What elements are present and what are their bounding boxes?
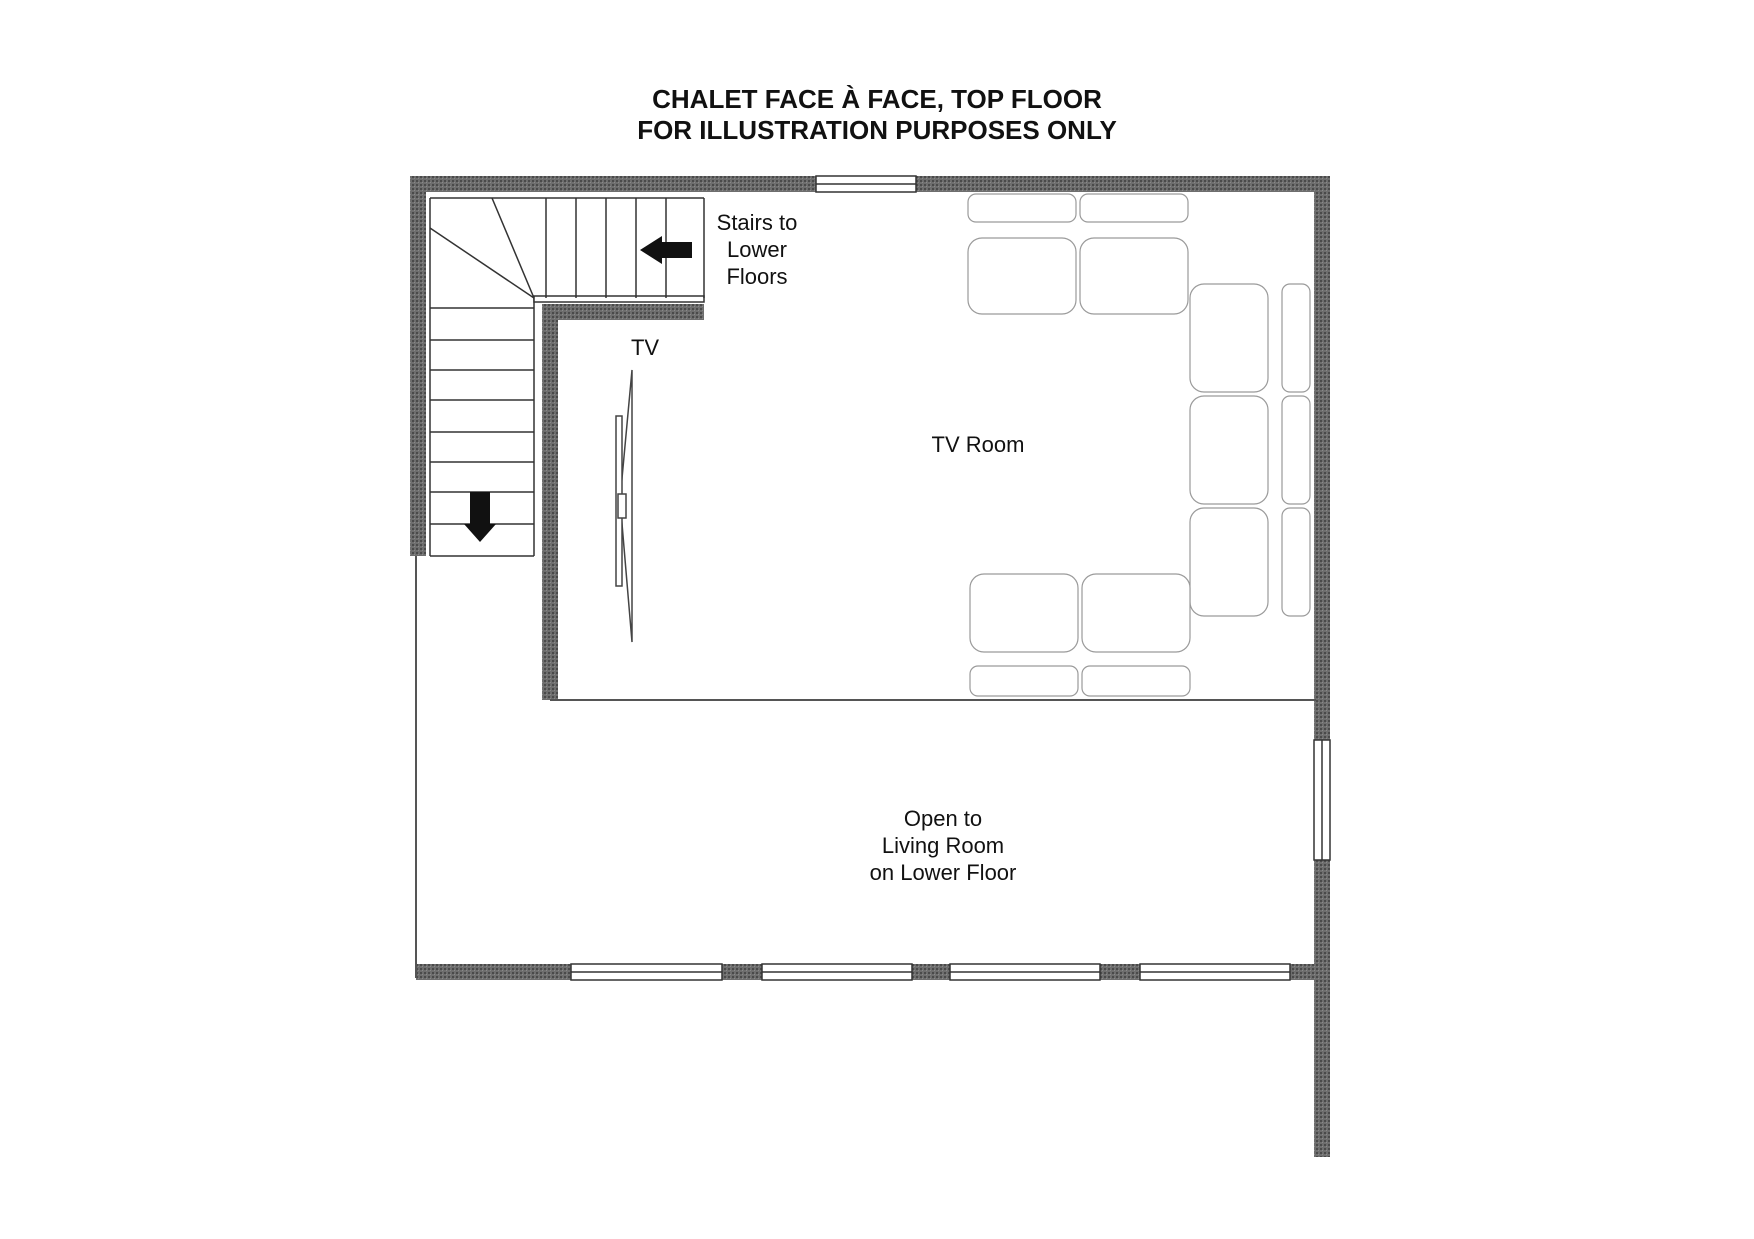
stairs-label-line-1: Stairs to	[716, 210, 798, 235]
stair-landing-rail	[534, 296, 704, 302]
wall-stair-vertical	[542, 306, 558, 700]
open-to-label-line-3: on Lower Floor	[869, 860, 1017, 885]
open-to-label-line-1: Open to	[903, 806, 983, 831]
sofa-right-back-3	[1282, 508, 1310, 616]
window-bottom-2	[762, 964, 912, 980]
arrow-down-icon	[464, 492, 496, 542]
tv-label: TV	[630, 335, 660, 360]
sofa-top-back-2	[1080, 194, 1188, 222]
sofa-right-seat-1	[1190, 284, 1268, 392]
wall-bottom-4	[1100, 964, 1140, 980]
window-right	[1314, 740, 1330, 860]
tv-room-label: TV Room	[931, 432, 1025, 457]
sofa-top-back-1	[968, 194, 1076, 222]
window-bottom-4	[1140, 964, 1290, 980]
sofa-bottom-seat-1	[970, 574, 1078, 652]
tv-icon	[616, 370, 632, 642]
sofa-right-seat-3	[1190, 508, 1268, 616]
wall-stair-horizontal	[542, 304, 704, 320]
sofa-bottom-seat-2	[1082, 574, 1190, 652]
wall-left	[410, 176, 426, 556]
wall-top-right	[916, 176, 1330, 192]
wall-bottom-2	[722, 964, 762, 980]
plan-title-line-1: CHALET FACE À FACE, TOP FLOOR	[652, 84, 1102, 114]
wall-top-left	[410, 176, 816, 192]
window-top	[816, 176, 916, 192]
wall-bottom-3	[912, 964, 950, 980]
sofa-right-seat-2	[1190, 396, 1268, 504]
stairs-label-line-3: Floors	[726, 264, 788, 289]
sofa-top-seat-2	[1080, 238, 1188, 314]
sofa-top-seat-1	[968, 238, 1076, 314]
window-bottom-1	[571, 964, 722, 980]
sofa-bottom-back-2	[1082, 666, 1190, 696]
sofa-right-back-2	[1282, 396, 1310, 504]
window-bottom-3	[950, 964, 1100, 980]
wall-right-upper	[1314, 176, 1330, 740]
open-to-label-line-2: Living Room	[881, 833, 1005, 858]
plan-title-line-2: FOR ILLUSTRATION PURPOSES ONLY	[637, 115, 1117, 145]
wall-bottom-1	[416, 964, 571, 980]
stairs-label-line-2: Lower	[727, 237, 787, 262]
wall-bottom-5	[1290, 964, 1320, 980]
wall-right-lower	[1314, 860, 1330, 1157]
sofa-bottom-back-1	[970, 666, 1078, 696]
sofa-right-back-1	[1282, 284, 1310, 392]
